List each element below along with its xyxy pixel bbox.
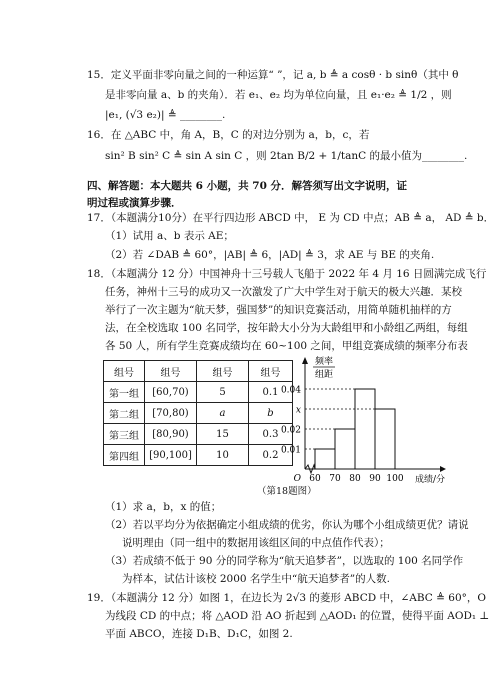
x-axis-arrow [440,466,446,472]
section4-heading: 四、解答题：本大题共 6 小题，共 70 分．解答须写出文字说明，证明过程或演算步骤． [87,180,408,209]
y-tick-label: 0.01 [280,445,301,456]
table-header-cell: 组号 [249,361,293,382]
q18-line4: 法，在全校选取 100 名同学，按年龄大小分为大龄组甲和小龄组乙两组，每组 [105,322,468,334]
table-header-cell: 组号 [104,361,145,382]
table-cell: b [249,403,293,424]
table-row [104,403,293,424]
table-cell: 第一组 [104,382,145,403]
table-cell: [60,70) [145,382,197,403]
table-header-cell: 组号 [145,361,197,382]
q15-line1: 15．定义平面非零向量之间的一种运算“ ”，记 a, b ≜ a cosθ · b sinθ（其中 θ [87,69,459,81]
x-axis-label: 成绩/分 [415,475,446,485]
histogram-bar [335,429,355,469]
x-tick-label: 70 [329,474,341,484]
y-axis-arrow [302,357,308,364]
table-cell: 0.1 [249,382,293,403]
table-cell: [80,90) [145,424,197,445]
q16-line2: sin² B sin² C ≜ sin A sin C ，则 2tan B/2 + 1/tanC 的最小值为________. [105,150,468,162]
q18-line3: 举行了一次主题为“航天梦，强国梦”的知识竞赛活动，用简单随机抽样的方 [105,304,452,316]
table-cell: 0.3 [249,424,293,445]
y-tick-label: 0.04 [280,385,301,396]
q18-part1: （1）求 a，b，x 的值； [105,501,222,513]
x-tick-label: 90 [369,474,381,484]
q18-line5: 各 50 人，所有学生竞赛成绩均在 60~100 之间，甲组竞赛成绩的频率分布表 [105,340,468,352]
table-row [104,424,293,445]
q15-line2: 是非零向量 a、b 的夹角）．若 e₁、e₂ 均为单位向量，且 e₁·e₂ ≜ 1/2 ，则 [105,89,452,101]
q15-line3: |e₁, (√3 e₂)| ≜ ________. [105,109,226,121]
histogram-bar [375,409,395,469]
q17-line3: （2）若 ∠DAB ≜ 60°，|AB| ≜ 6，|AD| ≜ 3，求 AE 与 BE 的夹角. [105,249,435,261]
table-cell: 15 [197,424,249,445]
q19-line2: 为线段 CD 的中点；将 △AOD 沿 AO 折起到 △AOD₁ 的位置，使得平面 AOD₁ ⊥ [105,610,490,622]
x-tick-label: 80 [349,474,361,484]
table-row [104,445,293,466]
q18-line1: 18．（本题满分 12 分）中国神舟十三号载人飞船于 2022 年 4 月 16 日圆满完成飞行 [87,268,487,280]
table-row [104,382,293,403]
y-tick-label: 0.02 [280,425,301,436]
table-cell: 10 [197,445,249,466]
table-header-row [104,361,293,382]
frequency-table [103,360,293,466]
q19-line1: 19．（本题满分 12 分）如图 1，在边长为 2√3 的菱形 ABCD 中，∠ABC ≜ 60°，O [87,592,487,604]
table-cell: 5 [197,382,249,403]
q16-line1: 16．在 △ABC 中，角 A，B，C 的对边分别为 a，b，c，若 [87,129,370,141]
histogram-chart [275,352,450,487]
q18-part3-line2: 为样本，试估计该校 2000 名学生中“航天追梦者”的人数. [122,573,390,585]
q19-line3: 平面 ABCO，连接 D₁B、D₁C，如图 2. [105,628,293,640]
table-cell: 第四组 [104,445,145,466]
q18-line2: 任务，神州十三号的成功又一次激发了广大中学生对于航天的极大兴趣．某校 [105,286,462,298]
q17-line2: （1）试用 a、b 表示 AE； [105,230,234,242]
table-cell: 第二组 [104,403,145,424]
table-cell: a [197,403,249,424]
q18-part3-line1: （3）若成绩不低于 90 分的同学称为“航天追梦者”，以选取的 100 名同学作 [105,555,464,567]
x-tick-label: 60 [309,474,321,484]
table-cell: [90,100] [145,445,197,466]
q18-part2-line2: 说明理由（同一组中的数据用该组区间的中点值作代表）； [122,537,390,549]
figure-caption: （第18题图） [257,486,317,497]
histogram-bar [315,449,335,469]
y-tick-label: x [295,405,301,416]
y-label-top: 频率 [315,357,334,367]
x-tick-label: 100 [386,474,404,484]
table-cell: 0.2 [249,445,293,466]
y-label-bottom: 组距 [315,370,334,380]
q18-part2-line1: （2）若以平均分为依据确定小组成绩的优劣，你认为哪个小组成绩更优？请说 [105,519,469,531]
histogram-bar [355,389,375,469]
table-cell: 第三组 [104,424,145,445]
table-header-cell: 组号 [197,361,249,382]
table-cell: [70,80) [145,403,197,424]
origin-label: O [293,474,301,484]
q17-line1: 17．（本题满分10分）在平行四边形 ABCD 中， E 为 CD 中点；AB ≜ a， AD ≜ b． [87,212,495,224]
